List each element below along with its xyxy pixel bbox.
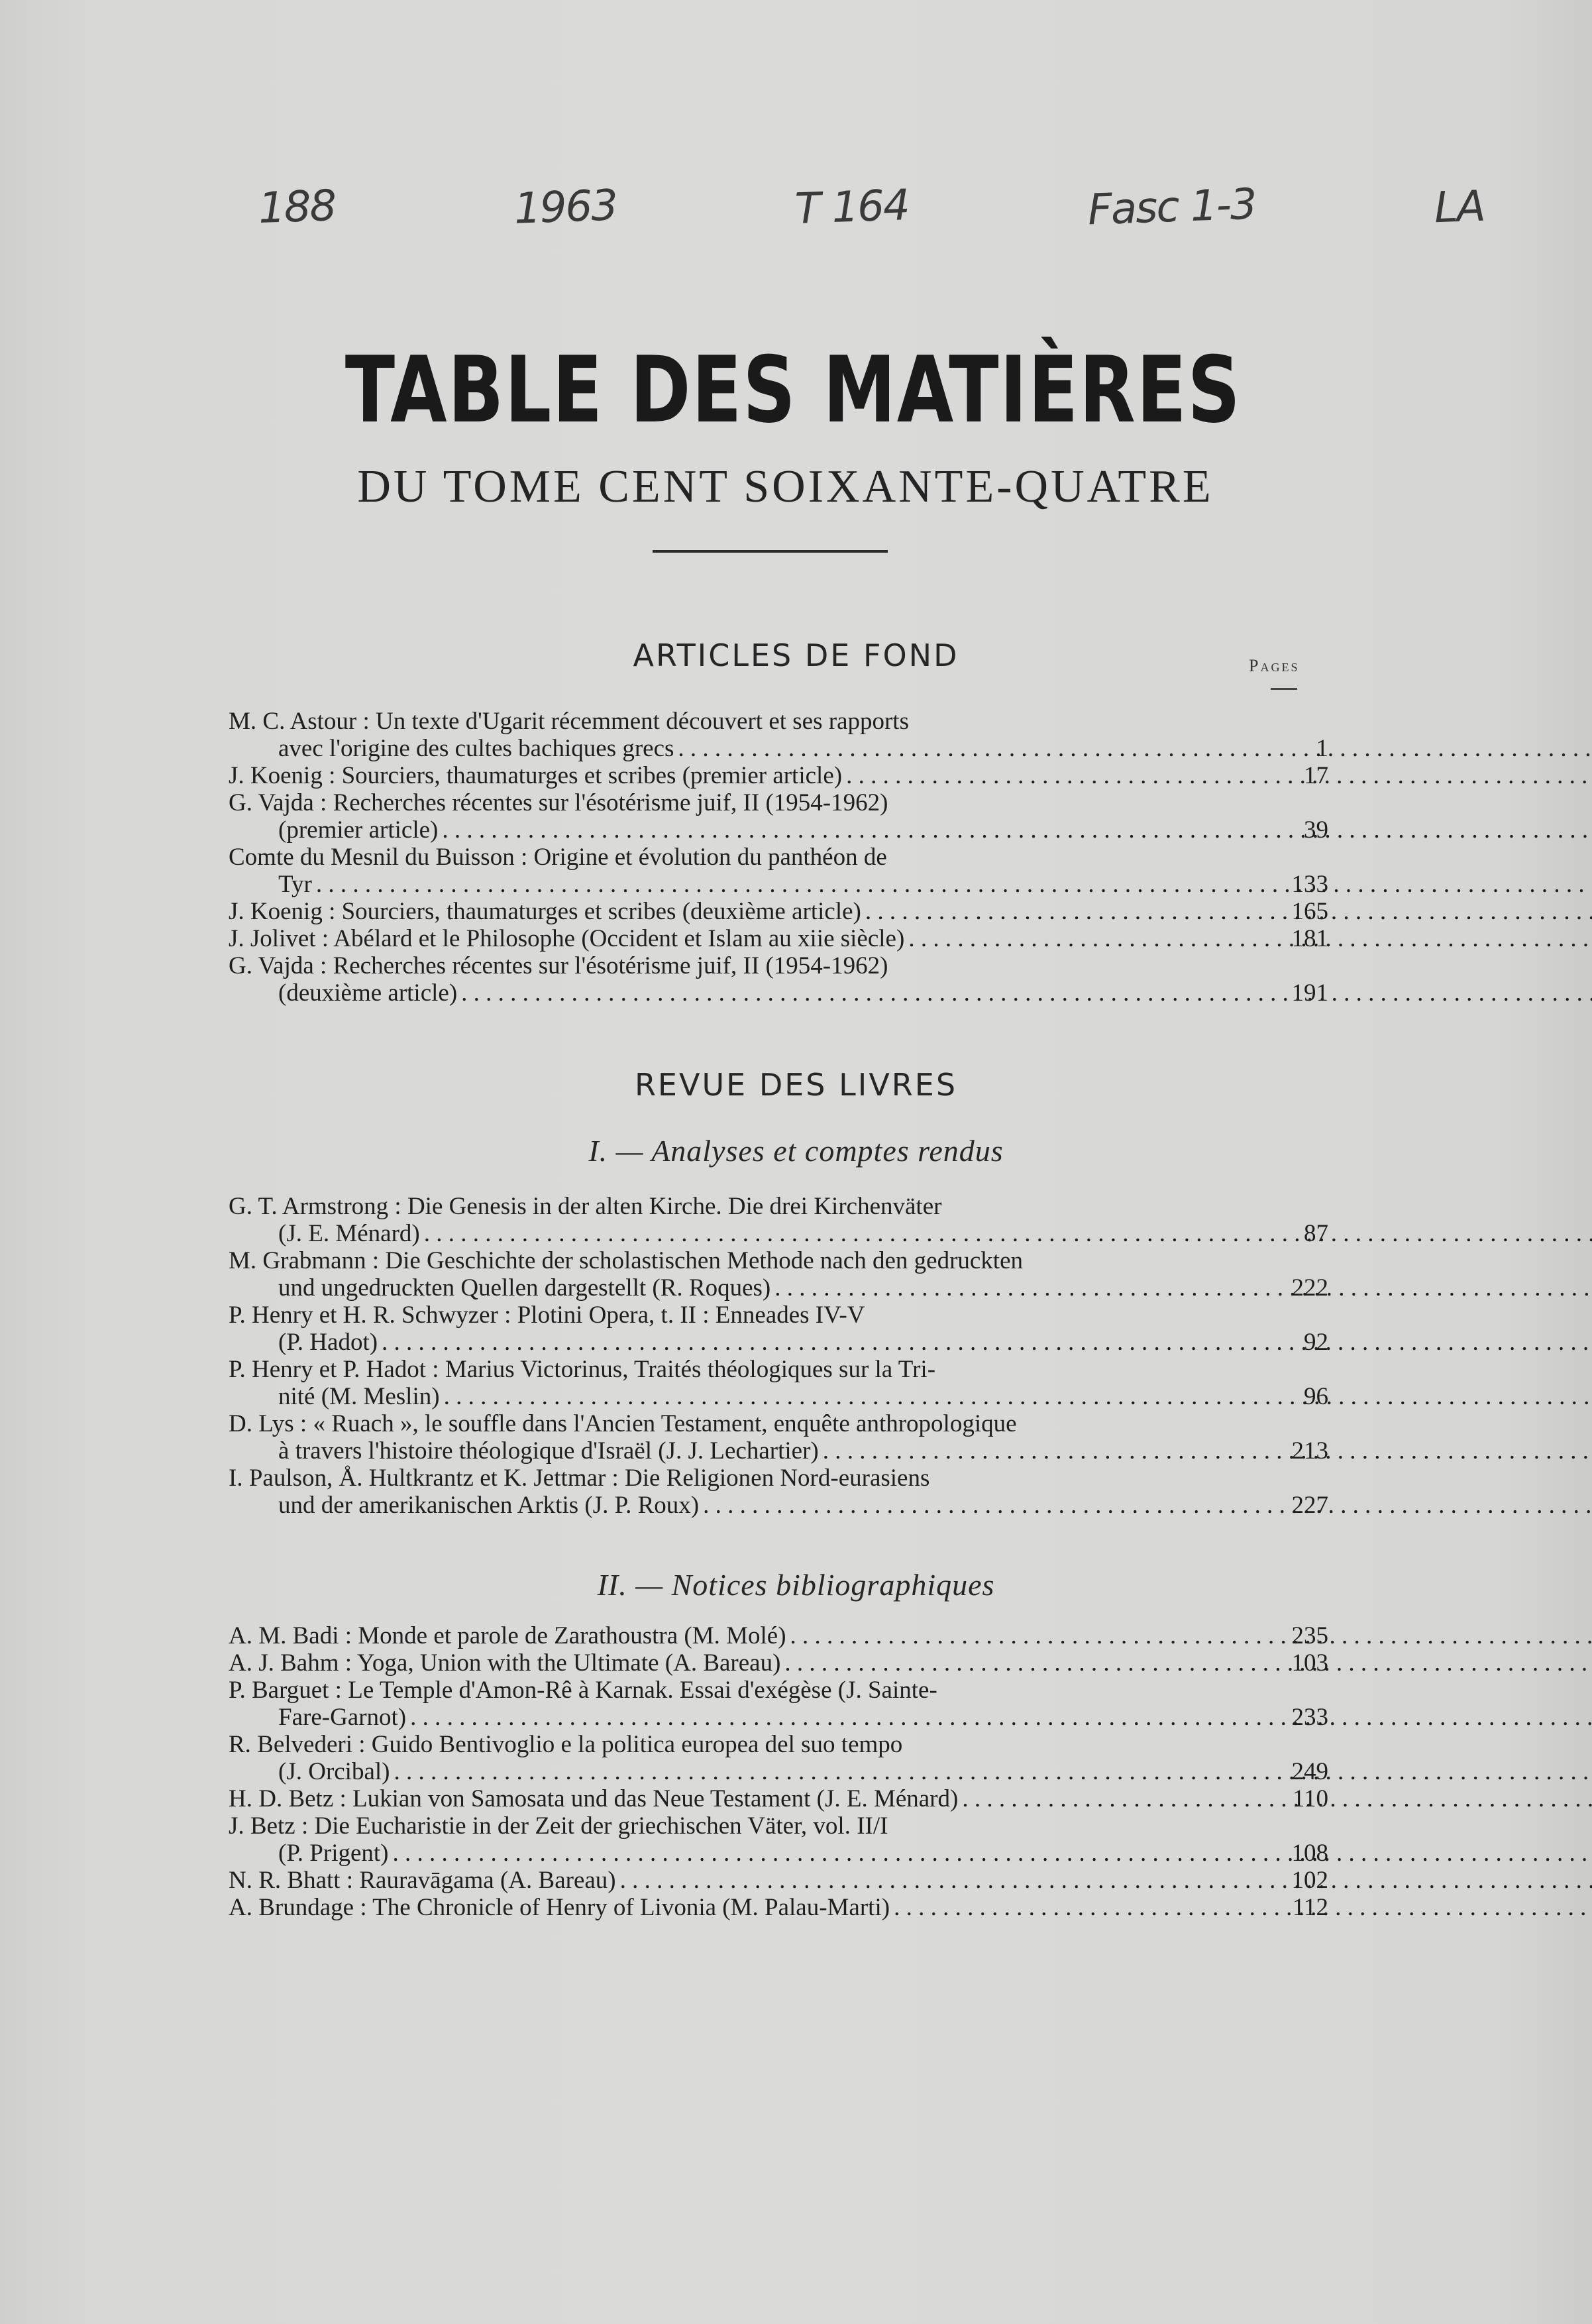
analyses-list: [229, 1193, 1328, 1519]
toc-entry-line: (J. E. Ménard): [278, 1220, 420, 1247]
divider: [653, 550, 888, 553]
dot-leader: [393, 1840, 1592, 1867]
section-heading-revue: REVUE DES LIVRES: [634, 1067, 958, 1103]
dot-leader: [382, 1329, 1592, 1356]
toc-entry-page: 96: [1304, 1383, 1328, 1410]
toc-entry-text: [229, 1622, 1229, 1649]
dot-leader: [424, 1220, 1592, 1247]
toc-entry-line: und ungedruckten Quellen dargestellt (R. Roques): [278, 1274, 771, 1301]
dot-leader: [865, 898, 1592, 925]
toc-entry-line: J. Betz : Die Eucharistie in der Zeit der griechischen Väter, vol. II/I: [229, 1812, 888, 1840]
toc-entry-line: P. Henry et H. R. Schwyzer : Plotini Opera, t. II : Enneades IV-V: [229, 1301, 865, 1329]
toc-entry-line: N. R. Bhatt : Rauravāgama (A. Bareau): [229, 1867, 616, 1894]
toc-entry: [229, 1301, 1328, 1356]
toc-entry-page: 191: [1291, 979, 1328, 1007]
toc-entry-page: 87: [1304, 1220, 1328, 1247]
toc-entry-text: [229, 1410, 1229, 1465]
toc-entry-line: (P. Hadot): [278, 1329, 378, 1356]
toc-entry-text: [229, 952, 1229, 1007]
toc-entry-line: (J. Orcibal): [278, 1758, 390, 1785]
toc-entry-text: [229, 1731, 1229, 1785]
toc-entry-text: [229, 1356, 1229, 1410]
toc-entry: [229, 1785, 1328, 1812]
toc-entry: [229, 1812, 1328, 1867]
toc-entry-text: [229, 1785, 1229, 1812]
toc-entry-text: [229, 925, 1229, 952]
dot-leader: [703, 1492, 1592, 1519]
toc-entry-line: A. Brundage : The Chronicle of Henry of Livonia (M. Palau-Marti): [229, 1894, 890, 1921]
toc-entry-text: [229, 1649, 1229, 1677]
toc-entry: [229, 925, 1328, 952]
toc-entry-text: [229, 708, 1229, 762]
toc-entry: [229, 762, 1328, 789]
toc-entry: [229, 708, 1328, 762]
toc-entry-page: 1: [1316, 735, 1328, 762]
toc-entry: [229, 1867, 1328, 1894]
toc-entry-text: [229, 1301, 1229, 1356]
toc-entry-page: 222: [1291, 1274, 1328, 1301]
toc-entry-text: [229, 1247, 1229, 1301]
toc-entry-text: [229, 844, 1229, 898]
pages-column-label: Pages: [1249, 656, 1300, 675]
dot-leader: [774, 1274, 1592, 1301]
page-title: TABLE DES MATIÈRES: [345, 337, 1242, 443]
toc-entry-line: D. Lys : « Ruach », le souffle dans l'Ancien Testament, enquête anthropologique: [229, 1410, 1017, 1437]
handwritten-note: LA: [1433, 182, 1485, 233]
dot-leader: [394, 1758, 1592, 1785]
toc-entry-line: A. M. Badi : Monde et parole de Zarathoustra (M. Molé): [229, 1622, 786, 1649]
handwritten-notes: [258, 178, 1484, 237]
toc-entry-text: [229, 1677, 1229, 1731]
toc-entry: [229, 1356, 1328, 1410]
toc-entry: [229, 789, 1328, 844]
toc-entry-line: J. Koenig : Sourciers, thaumaturges et scribes (deuxième article): [229, 898, 861, 925]
dot-leader: [461, 979, 1592, 1007]
toc-entry-line: (P. Prigent): [278, 1840, 389, 1867]
toc-entry: [229, 1247, 1328, 1301]
subsection-heading-text: II. — Notices bibliographiques: [597, 1568, 995, 1602]
toc-entry-line: Comte du Mesnil du Buisson : Origine et évolution du panthéon de: [229, 844, 887, 871]
toc-entry-text: [229, 1894, 1229, 1921]
toc-entry: [229, 952, 1328, 1007]
toc-entry-line: G. T. Armstrong : Die Genesis in der alten Kirche. Die drei Kirchenväter: [229, 1193, 942, 1220]
handwritten-note: Fasc 1-3: [1087, 180, 1257, 235]
page-subtitle: DU TOME CENT SOIXANTE-QUATRE: [357, 461, 1214, 512]
articles-list: [229, 708, 1328, 1007]
subsection-heading-text: I. — Analyses et comptes rendus: [588, 1134, 1004, 1168]
toc-entry-line: G. Vajda : Recherches récentes sur l'ésotérisme juif, II (1954-1962): [229, 952, 888, 979]
toc-entry: [229, 1465, 1328, 1519]
toc-entry: [229, 1410, 1328, 1465]
dot-leader: [316, 871, 1592, 898]
dot-leader: [894, 1894, 1592, 1921]
toc-entry-line: I. Paulson, Å. Hultkrantz et K. Jettmar : Die Religionen Nord-eurasiens: [229, 1465, 930, 1492]
section-heading-articles: ARTICLES DE FOND: [633, 637, 959, 673]
toc-entry-page: 233: [1291, 1704, 1328, 1731]
toc-entry-page: 92: [1304, 1329, 1328, 1356]
toc-entry-page: 108: [1291, 1840, 1328, 1867]
toc-entry-page: 133: [1291, 871, 1328, 898]
handwritten-note: 1963: [513, 181, 617, 234]
toc-entry-page: 17: [1304, 762, 1328, 789]
toc-entry-line: G. Vajda : Recherches récentes sur l'ésotérisme juif, II (1954-1962): [229, 789, 888, 816]
dot-leader: [444, 1383, 1592, 1410]
toc-entry-line: H. D. Betz : Lukian von Samosata und das Neue Testament (J. E. Ménard): [229, 1785, 959, 1812]
notices-list: [229, 1622, 1328, 1921]
dot-leader: [410, 1704, 1592, 1731]
toc-entry-line: R. Belvederi : Guido Bentivoglio e la politica europea del suo tempo: [229, 1731, 903, 1758]
toc-entry-page: 213: [1291, 1437, 1328, 1465]
toc-entry-line: P. Barguet : Le Temple d'Amon-Rê à Karnak. Essai d'exégèse (J. Sainte-: [229, 1677, 937, 1704]
toc-entry-text: [229, 1867, 1229, 1894]
toc-entry-line: J. Jolivet : Abélard et le Philosophe (Occident et Islam au xiie siècle): [229, 925, 905, 952]
toc-entry-line: J. Koenig : Sourciers, thaumaturges et scribes (premier article): [229, 762, 843, 789]
toc-entry: [229, 1193, 1328, 1247]
toc-entry-text: [229, 1193, 1229, 1247]
dot-leader: [823, 1437, 1592, 1465]
toc-entry-line: (premier article): [278, 816, 439, 844]
toc-entry: [229, 1649, 1328, 1677]
toc-entry-line: Tyr: [278, 871, 312, 898]
toc-entry-line: (deuxième article): [278, 979, 458, 1007]
pages-column-rule: [1271, 688, 1297, 690]
dot-leader: [784, 1649, 1592, 1677]
toc-entry-line: A. J. Bahm : Yoga, Union with the Ultimate (A. Bareau): [229, 1649, 781, 1677]
toc-entry-page: 39: [1304, 816, 1328, 844]
toc-entry-page: 112: [1292, 1894, 1328, 1921]
toc-entry: [229, 1894, 1328, 1921]
dot-leader: [442, 816, 1592, 844]
dot-leader: [620, 1867, 1592, 1894]
toc-entry: [229, 1677, 1328, 1731]
toc-entry-page: 249: [1291, 1758, 1328, 1785]
toc-entry-text: [229, 762, 1229, 789]
toc-entry-line: nité (M. Meslin): [278, 1383, 440, 1410]
toc-entry-line: Fare-Garnot): [278, 1704, 407, 1731]
toc-entry-line: avec l'origine des cultes bachiques grecs: [278, 735, 674, 762]
toc-entry-page: 110: [1292, 1785, 1328, 1812]
toc-entry-page: 181: [1291, 925, 1328, 952]
toc-entry-page: 103: [1291, 1649, 1328, 1677]
toc-entry-line: M. C. Astour : Un texte d'Ugarit récemment découvert et ses rapports: [229, 708, 909, 735]
toc-entry: [229, 898, 1328, 925]
toc-entry-line: und der amerikanischen Arktis (J. P. Roux): [278, 1492, 700, 1519]
toc-entry-page: 102: [1291, 1867, 1328, 1894]
dot-leader: [790, 1622, 1592, 1649]
dot-leader: [678, 735, 1592, 762]
toc-entry-page: 227: [1291, 1492, 1328, 1519]
toc-entry-text: [229, 898, 1229, 925]
dot-leader: [846, 762, 1592, 789]
toc-entry-text: [229, 789, 1229, 844]
toc-entry-line: M. Grabmann : Die Geschichte der scholastischen Methode nach den gedruckten: [229, 1247, 1024, 1274]
toc-entry-page: 235: [1291, 1622, 1328, 1649]
subsection-heading-notices: [0, 1567, 1592, 1602]
toc-entry: [229, 844, 1328, 898]
toc-entry-line: P. Henry et P. Hadot : Marius Victorinus, Traités théologiques sur la Tri-: [229, 1356, 936, 1383]
toc-entry: [229, 1731, 1328, 1785]
toc-entry: [229, 1622, 1328, 1649]
subsection-heading-analyses: [0, 1133, 1592, 1168]
toc-entry-line: à travers l'histoire théologique d'Israël (J. J. Lechartier): [278, 1437, 819, 1465]
handwritten-note: 188: [257, 181, 337, 234]
toc-entry-text: [229, 1812, 1229, 1867]
toc-entry-page: 165: [1291, 898, 1328, 925]
toc-entry-text: [229, 1465, 1229, 1519]
handwritten-note: T 164: [794, 181, 910, 234]
